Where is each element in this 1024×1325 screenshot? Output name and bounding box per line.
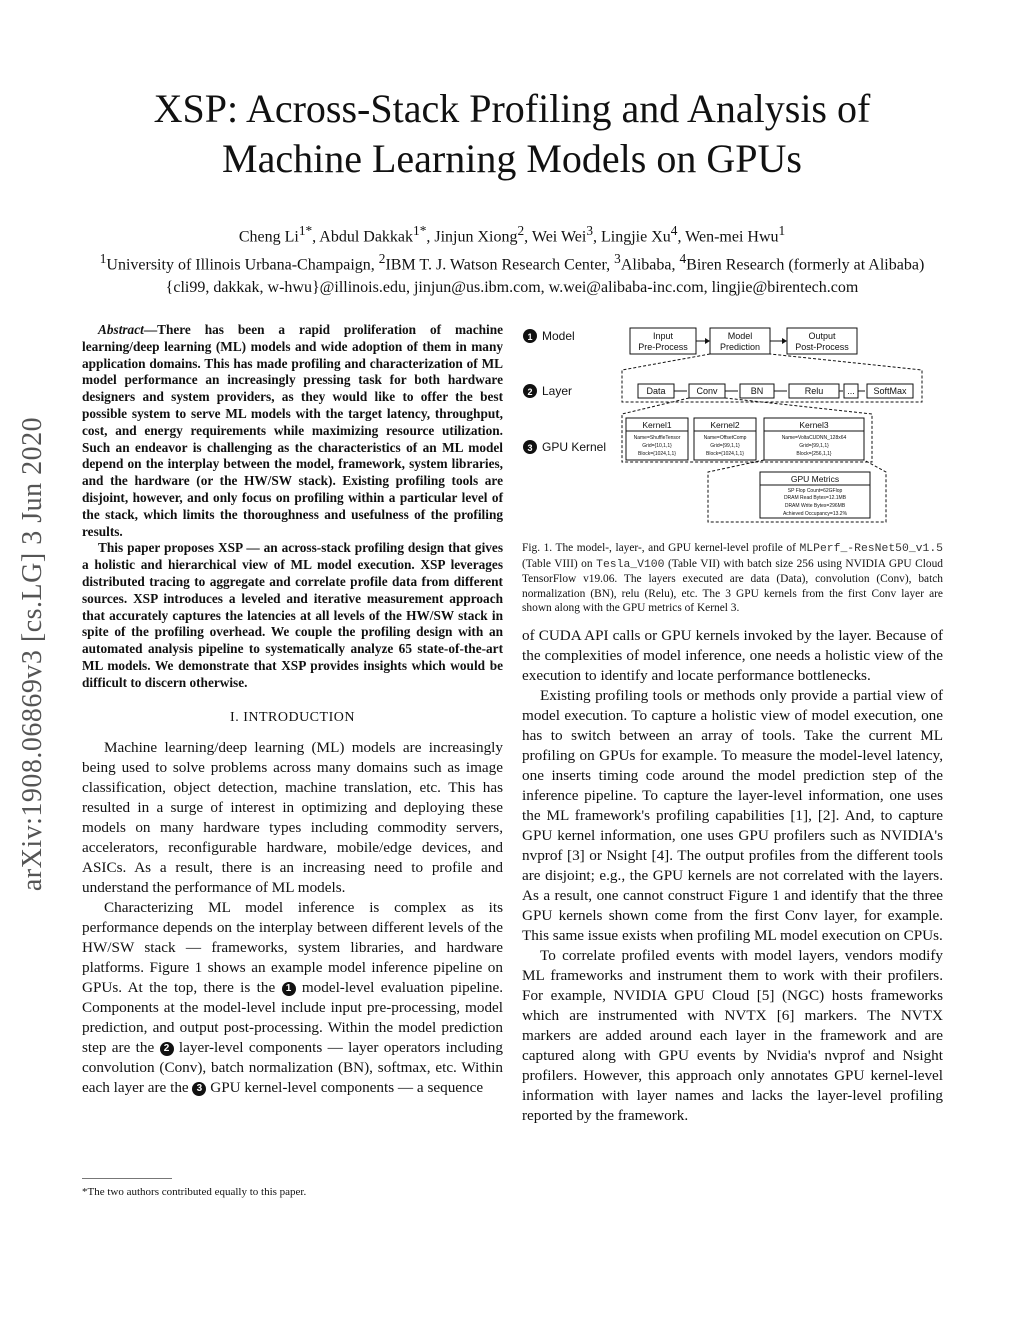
title-line-1: XSP: Across-Stack Profiling and Analysis of (153, 86, 871, 131)
paper-title (100, 84, 924, 184)
kernel-detail: Name=OffsetComp (703, 435, 747, 441)
kernel-detail: Block={1024,1,1} (706, 451, 744, 457)
model-box-label: Prediction (719, 342, 761, 352)
author-name: Wen-mei Hwu (685, 228, 779, 246)
title-line-2: Machine Learning Models on GPUs (222, 136, 802, 181)
arrow-head (705, 338, 710, 344)
body-paragraph: Existing profiling tools or methods only provide a partial view of model execution. To capture a holistic view of model execution, one has to switch between an array of tools. Take the current ML profiling on GPUs for example. To measure the model-level latency, one inserts timing code around the model prediction step of the inference pipeline. To capture the layer-level information, one uses the ML framework's profiling capabilities [1], [2]. And, to capture GPU kernel information, one uses GPU profilers such as NVIDIA's nvprof [3] or Nsight [4]. The output profiles from the different tools are disjoint; e.g., the GPU kernels are not correlated with the layers. As a result, one cannot construct Figure 1 and identify that the three GPU kernels shown come from the first Conv layer, for example. This same issue exists when profiling ML model execution on CPUs. (522, 686, 943, 944)
layer-label: Conv (696, 386, 718, 396)
kernel-name: Kernel1 (642, 420, 672, 430)
intro-paragraph: Machine learning/deep learning (ML) models are increasingly being used to solve problems across many domains such as image classification, object detection, machine translation, etc. This has resulted in a surge of interest in optimizing and deploying these models on many hardware types including commodity servers, accelerators, reconfigurable hardware, mobile/edge devices, and ASICs. As a result, there is an increasing need to profile and understand the performance of ML models. (82, 738, 503, 896)
footnote-rule (82, 1178, 172, 1179)
author-name: Abdul Dakkak (319, 228, 414, 246)
affiliation: University of Illinois Urbana-Champaign, (106, 256, 379, 274)
affiliations (40, 248, 984, 276)
metrics-title: GPU Metrics (790, 474, 840, 484)
affiliation: IBM T. J. Watson Research Center, (385, 256, 615, 274)
intro-paragraph (82, 898, 503, 1098)
row-number: 1 (527, 332, 533, 342)
body-paragraph: of CUDA API calls or GPU kernels invoked by the layer. Because of the complexities of model inference, one needs a holistic view of the execution to identify and locate performance bottlenecks. (522, 626, 943, 684)
profile-diagram (522, 322, 943, 527)
body-paragraph: To correlate profiled events with model layers, vendors modify ML frameworks and instrument them to work with their profilers. For example, NVIDIA GPU Cloud [5] (NGC) hosts frameworks which are instrumented with NVTX [6] markers. The NVTX markers are added around each layer in the framework and are captured along with GPU events by Nvidia's nvprof and Nsight profilers. However, this approach only annotates GPU kernel-level information with layer names and lacks the layer-level profiling reported by the framework. (522, 946, 943, 1124)
right-body-text (522, 626, 943, 1126)
layer-label: Relu (804, 386, 824, 396)
caption-code: Tesla_V100 (596, 558, 665, 571)
author-name: Wei Wei (531, 228, 587, 246)
metrics-detail: DRAM Read Bytes=12.1MB (783, 495, 847, 501)
abstract-paragraph (82, 322, 503, 540)
caption-text: (Table VIII) on (522, 557, 597, 570)
figure-1 (522, 322, 943, 527)
figure-caption (522, 541, 943, 616)
model-box-label: Model (727, 331, 753, 341)
author-mark: 3 (586, 223, 593, 238)
arrow-head (782, 338, 787, 344)
row-label-layer: Layer (542, 384, 573, 398)
model-box-label: Post-Process (795, 342, 849, 352)
row-label-model: Model (542, 329, 575, 343)
abstract-paragraph: This paper proposes XSP — an across-stack profiling design that gives a holistic and hierarchical view of ML model execution. XSP leverages distributed tracing to aggregate and correlate profile data from different sources. XSP introduces a leveled and iterative measurement approach that accurately captures the latencies at all levels of the HW/SW stack in spite of the profiling overhead. We couple the profiling design with an automated analysis pipeline to systematically analyze 65 state-of-the-art ML models. We demonstrate that XSP provides insights which would be difficult to discern otherwise. (82, 540, 503, 690)
author-name: Cheng Li (238, 228, 299, 246)
step-3-badge: 3 (192, 1082, 206, 1096)
row-number: 2 (527, 387, 533, 397)
affil-mark: 3 (614, 251, 621, 267)
emails: {cli99, dakkak, w-hwu}@illinois.edu, jinjun@us.ibm.com, w.wei@alibaba-inc.com, lingjie@birentech.com (165, 278, 859, 296)
kernel-detail: Block={1024,1,1} (638, 451, 676, 457)
kernel-detail: Grid={99,1,1} (710, 443, 740, 449)
abstract-text: —There has been a rapid proliferation of machine learning/deep learning (ML) models and wide adoption of them in many application domains. This has made profiling and characterization of ML model performance an increasingly pressing task for both hardware designers and system providers, as they would like to offer the best possible system to serve ML models with the target latency, throughput, cost, and energy requirements while maximizing resource utilization. Such an endeavor is challenging as the characteristics of an ML model depend on the interplay between the model, framework, system libraries, and the hardware (or the HW/SW stack). Existing profiling tools are disjoint, however, and only focus on profiling within a particular level of the stack, which limits the thoroughness and usefulness of the profiling results. (82, 322, 503, 539)
affil-mark: 4 (679, 251, 687, 267)
affil-mark: 1 (99, 251, 107, 267)
intro-text-span: GPU kernel-level components — a sequence (206, 1078, 484, 1096)
author-block (40, 220, 984, 299)
author-mark: 4 (670, 223, 678, 238)
intro-text-span: model-level evaluation pipeline. Components at the model-level include input pre-processing, model prediction, and output post-processing. Within the model prediction step are the (82, 978, 503, 1056)
layer-label: SoftMax (873, 386, 907, 396)
arxiv-id: arXiv:1908.06869v3 [cs.LG] 3 Jun 2020 (17, 416, 49, 892)
metrics-detail: Achieved Occupancy=13.2% (782, 511, 848, 517)
kernel-detail: Name=ShuffleTensor (633, 435, 681, 441)
footnote: *The two authors contributed equally to this paper. (82, 1186, 307, 1198)
intro-text (82, 738, 503, 1098)
step-2-badge: 2 (160, 1042, 174, 1056)
author-mark: 1* (413, 223, 427, 238)
layer-label: ... (847, 386, 855, 396)
right-column (522, 322, 943, 1126)
row-label-gpu-kernel: GPU Kernel (542, 440, 607, 454)
caption-code: MLPerf_-ResNet50_v1.5 (799, 543, 943, 555)
step-1-badge: 1 (282, 982, 296, 996)
row-number: 3 (527, 443, 533, 453)
model-box-label: Pre-Process (638, 342, 688, 352)
author-mark: 2 (517, 223, 525, 238)
kernel-name: Kernel3 (799, 420, 829, 430)
affil-mark: 2 (378, 251, 386, 267)
affiliation: Alibaba, (620, 256, 680, 274)
metrics-detail: DRAM Write Bytes=296MB (784, 503, 846, 509)
kernel-detail: Grid={10,1,1} (642, 443, 672, 449)
caption-text: (Table VII) with batch size 256 using NVIDIA GPU Cloud TensorFlow v19.06. The layers executed are data (Data), convolution (Conv), batch normalization (BN), relu (Relu), etc. The 3 GPU kernels from the first Conv layer are shown along with the GPU metrics of Kernel 3. (522, 557, 943, 615)
model-box-label: Output (808, 331, 836, 341)
abstract (82, 322, 503, 692)
section-heading: I. INTRODUCTION (230, 709, 355, 725)
author-name: Jinjun Xiong (434, 228, 518, 246)
abstract-lead: Abstract (98, 322, 144, 337)
layer-label: BN (750, 386, 764, 396)
layer-label: Data (646, 386, 666, 396)
author-mark: 1* (298, 223, 313, 238)
arxiv-stamp (10, 364, 56, 944)
metrics-detail: SP Flop Count=62GFlop (787, 488, 843, 494)
kernel-detail: Grid={99,1,1} (799, 443, 829, 449)
kernel-detail: Name=VoltaCUDNN_128x64 (781, 435, 847, 441)
author-mark: 1 (778, 223, 786, 238)
caption-text: Fig. 1. The model-, layer-, and GPU kernel-level profile of (522, 542, 800, 554)
author-list: Cheng $Li^{1*}$, Abdul Dakkak$^{1*}$, Jinjun Xiong$^2$, Wei Wei$^3$, Lingjie Xu$^4$, Wen-mei Hwu$^1$ (238, 223, 786, 246)
kernel-detail: Block={256,1,1} (796, 451, 832, 457)
intro-text-span: layer-level components — layer operators including convolution (Conv), batch normalization (BN), softmax, etc. Within each layer are the (82, 1038, 503, 1096)
left-column (82, 322, 503, 1098)
model-box-label: Input (652, 331, 674, 341)
kernel-name: Kernel2 (710, 420, 740, 430)
author-name: Lingjie Xu (601, 228, 671, 246)
affiliation: Biren Research (formerly at Alibaba) (686, 256, 925, 274)
intro-text-span: Characterizing ML model inference is complex as its performance depends on the interplay between different levels of the HW/SW stack — frameworks, system libraries, and hardware platforms. Figure 1 shows an example model inference pipeline on GPUs. At the top, there is the (82, 898, 503, 996)
